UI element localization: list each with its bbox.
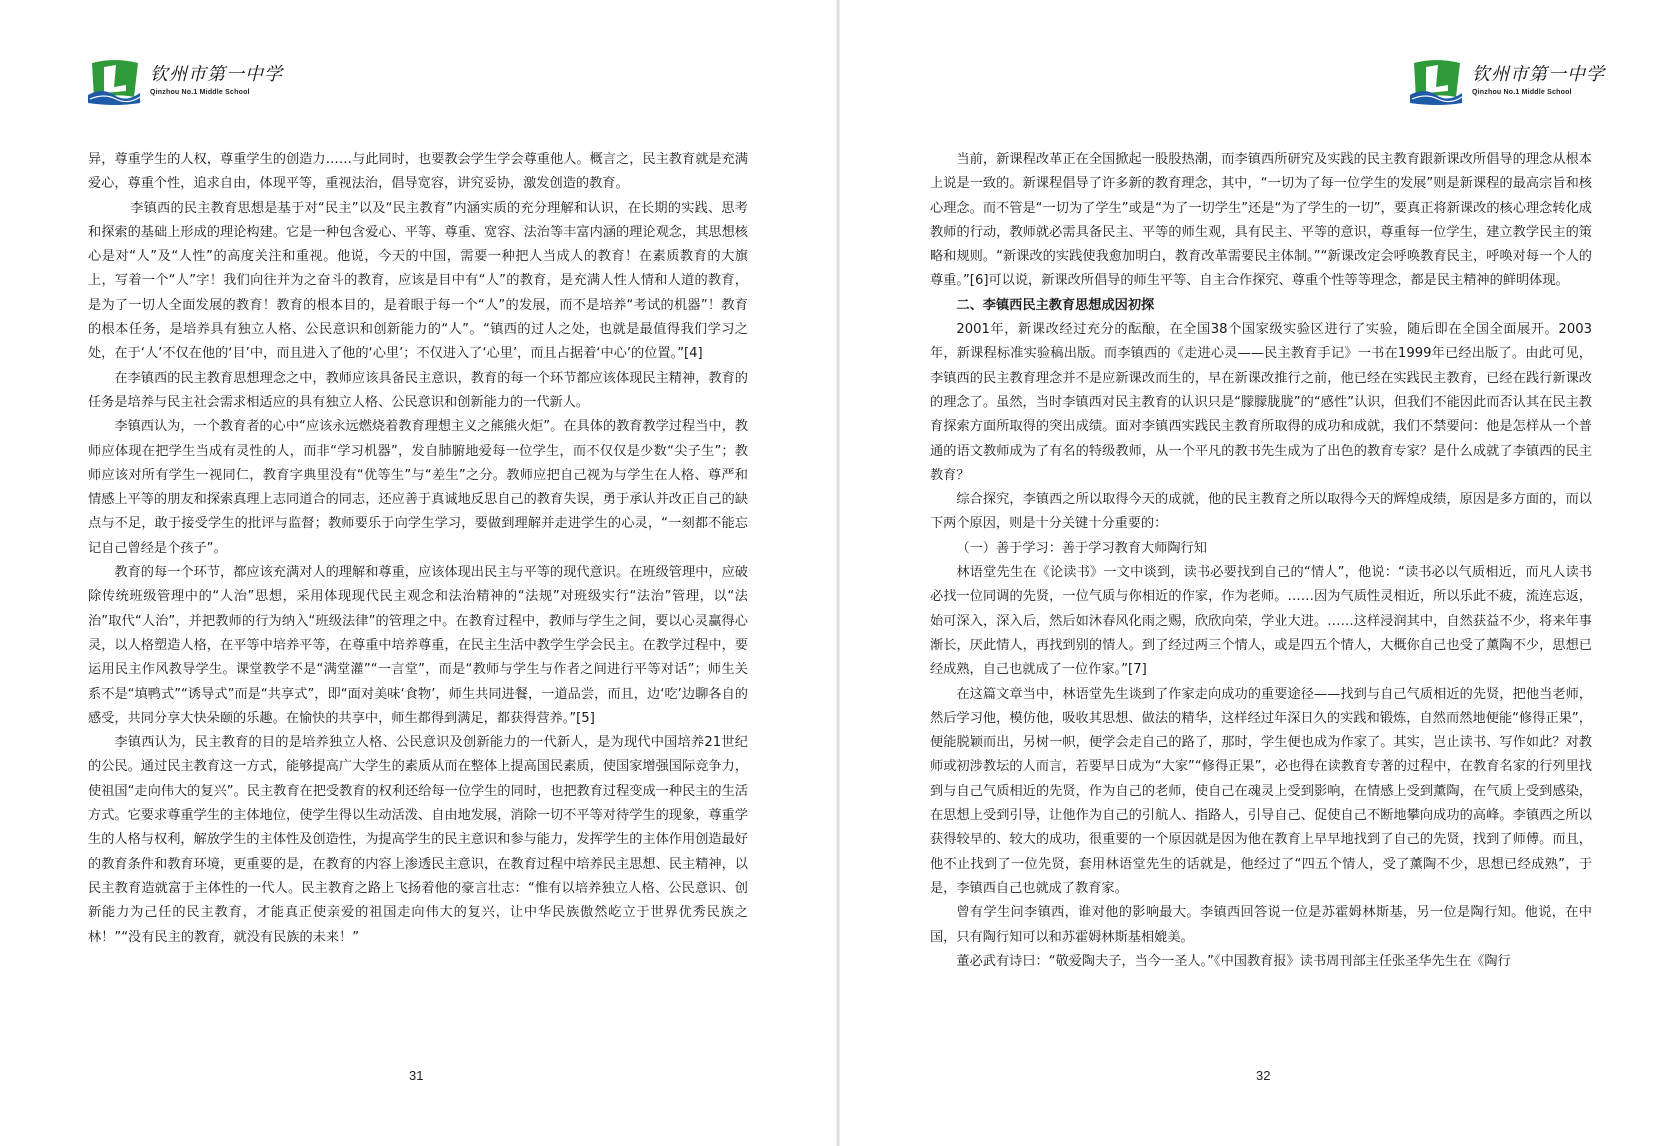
paragraph: 在这篇文章当中，林语堂先生谈到了作家走向成功的重要途径——找到与自己气质相近的先贤，把他当老师，然后学习他，模仿他，吸收其思想、做法的精华，这样经过年深日久的实践和锻炼，自然而然地便能“修得正果”，便能脱颖而出，另树一帜，便学会走自己的路了，那时，学生便也成为作家了。其实，岂止读书、写作如此？对教师或初涉教坛的人而言，若要早日成为“大家”“修得正果”，必也得在读教育专著的过程中，在教育名家的行列里找到与自己气质相近的先贤，作为自己的老师，使自己在魂灵上受到影响，在情感上受到薰陶，在气质上受到感染，在思想上受到引导，让他作为自己的引航人、指路人，引导自己、促使自己不断地攀向成功的高峰。李镇西之所以获得较早的、较大的成功，很重要的一个原因就是因为他在教育上早早地找到了自己的先贤，找到了师傅。而且，他不止找到了一位先贤，套用林语堂先生的话就是，他经过了“四五个情人，受了薰陶不少，思想已经成熟”，于是，李镇西自己也就成了教育家。 xyxy=(930,686,1592,896)
section-heading: 二、李镇西民主教育思想成因初探 xyxy=(956,297,1155,313)
paragraph: 曾有学生问李镇西，谁对他的影响最大。李镇西回答说一位是苏霍姆林斯基，另一位是陶行知。他说，在中国，只有陶行知可以和苏霍姆林斯基相媲美。 xyxy=(930,905,1592,945)
right-page-body xyxy=(930,148,1592,974)
school-emblem-icon xyxy=(86,57,142,105)
paragraph: 异，尊重学生的人权，尊重学生的创造力……与此同时，也要教会学生学会尊重他人。概言之，民主教育就是充满爱心，尊重个性，追求自由，体现平等，重视法治，倡导宽容，讲究妥协，激发创造的教育。 xyxy=(88,152,748,192)
paragraph: 李镇西认为，一个教育者的心中“应该永远燃烧着教育理想主义之熊熊火炬”。在具体的教育教学过程当中，教师应体现在把学生当成有灵性的人，而非“学习机器”，发自肺腑地爱每一位学生，而不仅仅是少数“尖子生”；教师应该对所有学生一视同仁，教育字典里没有“优等生”与“差生”之分。教师应把自己视为与学生在人格、尊严和情感上平等的朋友和探索真理上志同道合的同志，还应善于真诚地反思自己的教育失误，勇于承认并改正自己的缺点与不足，敢于接受学生的批评与监督；教师要乐于向学生学习，要做到理解并走进学生的心灵，“一刻都不能忘记自己曾经是个孩子”。 xyxy=(88,419,748,556)
paragraph: 在李镇西的民主教育思想理念之中，教师应该具备民主意识，教育的每一个环节都应该体现民主精神，教育的任务是培养与民主社会需求相适应的具有独立人格、公民意识和创新能力的一代新人。 xyxy=(88,370,748,410)
paragraph: 教育的每一个环节，都应该充满对人的理解和尊重，应该体现出民主与平等的现代意识。在班级管理中，应破除传统班级管理中的“人治”思想，采用体现现代民主观念和法治精神的“法规”对班级实行“法治”管理，以“法治”取代“人治”，并把教师的行为纳入“班级法律”的管理之中。在教育过程中，教师与学生之间，要以心灵赢得心灵，以人格塑造人格，在平等中培养平等，在尊重中培养尊重，在民主生活中教学生学会民主。在教学过程中，要运用民主作风教导学生。课堂教学不是“满堂灌”“一言堂”，而是“教师与学生与作者之间进行平等对话”；师生关系不是“填鸭式”“诱导式”而是“共享式”，即“面对美味‘食物’，师生共同进餐，一道品尝，而且，边‘吃’边聊各自的感受，共同分享大快朵颐的乐趣。在愉快的共享中，师生都得到满足，都获得营养。”[5] xyxy=(88,565,748,726)
paragraph: 李镇西认为，民主教育的目的是培养独立人格、公民意识及创新能力的一代新人，是为现代中国培养21世纪的公民。通过民主教育这一方式，能够提高广大学生的素质从而在整体上提高国民素质，使国家增强国际竞争力，使祖国“走向伟大的复兴”。民主教育在把受教育的权利还给每一位学生的同时，也把教育过程变成一种民主的生活方式。它要求尊重学生的主体地位，使学生得以生动活泼、自由地发展，消除一切不平等对待学生的现象，尊重学生的人格与权利，解放学生的主体性及创造性，为提高学生的民主意识和参与能力，发挥学生的主体作用创造最好的教育条件和教育环境，更重要的是，在教育的内容上渗透民主意识，在教育过程中培养民主思想、民主精神，以民主教育造就富于主体性的一代人。民主教育之路上飞扬着他的豪言壮志：“惟有以培养独立人格、公民意识、创新能力为己任的民主教育，才能真正使亲爱的祖国走向伟大的复兴，让中华民族傲然屹立于世界优秀民族之林！”“没有民主的教育，就没有民族的未来！” xyxy=(88,735,748,945)
paragraph: 林语堂先生在《论读书》一文中谈到，读书必要找到自己的“情人”，他说：“读书必以气质相近，而凡人读书必找一位同调的先贤，一位气质与你相近的作家，作为老师。……因为气质性灵相近，所以乐此不疲，流连忘返，始可深入，深入后，然后如沐春风化雨之赐，欣欣向荣，学业大进。……这样浸润其中，自然获益不少，将来年事渐长，厌此情人，再找到别的情人。到了经过两三个情人，或是四五个情人，大概你自己也受了薰陶不少，思想已经成熟，自己也就成了一位作家。”[7] xyxy=(930,565,1592,678)
school-name-en: Qinzhou No.1 Middle School xyxy=(150,89,250,96)
paragraph: 董必武有诗曰：“敬爱陶夫子，当今一圣人。”《中国教育报》读书周刊部主任张圣华先生在《陶行 xyxy=(956,953,1511,969)
left-page xyxy=(0,0,838,1146)
subsection-heading: （一）善于学习：善于学习教育大师陶行知 xyxy=(956,540,1207,556)
school-name-cn: 钦州市第一中学 xyxy=(150,64,283,85)
right-page xyxy=(838,0,1677,1146)
paragraph: 李镇西的民主教育思想是基于对“民主”以及“民主教育”内涵实质的充分理解和认识，在长期的实践、思考和探索的基础上形成的理论构建。它是一种包含爱心、平等、尊重、宽容、法治等丰富内涵的理论观念，其思想核心是对“人”及“人性”的高度关注和重视。他说，今天的中国，需要一种把人当成人的教育！在素质教育的大旗上，写着一个“人”字！我们向往并为之奋斗的教育，应该是目中有“人”的教育，是充满人性人情和人道的教育，是为了一切人全面发展的教育！教育的根本目的，是着眼于每一个“人”的发展，而不是培养“考试的机器”！教育的根本任务，是培养具有独立人格、公民意识和创新能力的“人”。“镇西的过人之处，也就是最值得我们学习之处，在于‘人’不仅在他的‘目’中，而且进入了他的‘心里’；不仅进入了‘心里’，而且占据着‘中心’的位置。”[4] xyxy=(88,200,748,362)
page-number: 32 xyxy=(1256,1068,1271,1083)
paragraph: 综合探究，李镇西之所以取得今天的成就，他的民主教育之所以取得今天的辉煌成绩，原因是多方面的，而以下两个原因，则是十分关键十分重要的： xyxy=(930,492,1592,532)
left-page-body xyxy=(88,148,748,950)
school-name-cn: 钦州市第一中学 xyxy=(1472,64,1605,85)
paragraph: 当前，新课程改革正在全国掀起一股股热潮，而李镇西所研究及实践的民主教育跟新课改所倡导的理念从根本上说是一致的。新课程倡导了许多新的教育理念，其中，“一切为了每一位学生的发展”则是新课程的最高宗旨和核心理念。而不管是“一切为了学生”或是“为了一切学生”还是“为了学生的一切”，要真正将新课改的核心理念转化成教师的行动，教师就必需具备民主、平等的师生观，具有民主、平等的意识，尊重每一位学生，建立教学民主的策略和规则。“新课改的实践使我愈加明白，教育改革需要民主体制。”“新课改定会呼唤教育民主，呼唤对每一个人的尊重。”[6]可以说，新课改所倡导的师生平等、自主合作探究、尊重个性等等理念，都是民主精神的鲜明体现。 xyxy=(930,152,1592,289)
school-logo xyxy=(86,56,286,106)
page-number: 31 xyxy=(409,1068,424,1083)
school-logo xyxy=(1408,56,1608,106)
school-name-en: Qinzhou No.1 Middle School xyxy=(1472,89,1572,96)
school-emblem-icon xyxy=(1408,57,1464,105)
paragraph: 2001年，新课改经过充分的酝酿，在全国38个国家级实验区进行了实验，随后即在全国全面展开。2003年，新课程标准实验稿出版。而李镇西的《走进心灵——民主教育手记》一书在1999年已经出版了。由此可见，李镇西的民主教育理念并不是应新课改而生的，早在新课改推行之前，他已经在实践民主教育，已经在践行新课改的理念了。虽然，当时李镇西对民主教育的认识只是“朦朦胧胧”的“感性”认识，但我们不能因此而否认其在民主教育探索方面所取得的突出成绩。面对李镇西实践民主教育所取得的成功和成就，我们不禁要问：他是怎样从一个普通的语文教师成为了有名的特级教师，从一个平凡的教书先生成为了出色的教育专家？是什么成就了李镇西的民主教育？ xyxy=(930,322,1592,483)
